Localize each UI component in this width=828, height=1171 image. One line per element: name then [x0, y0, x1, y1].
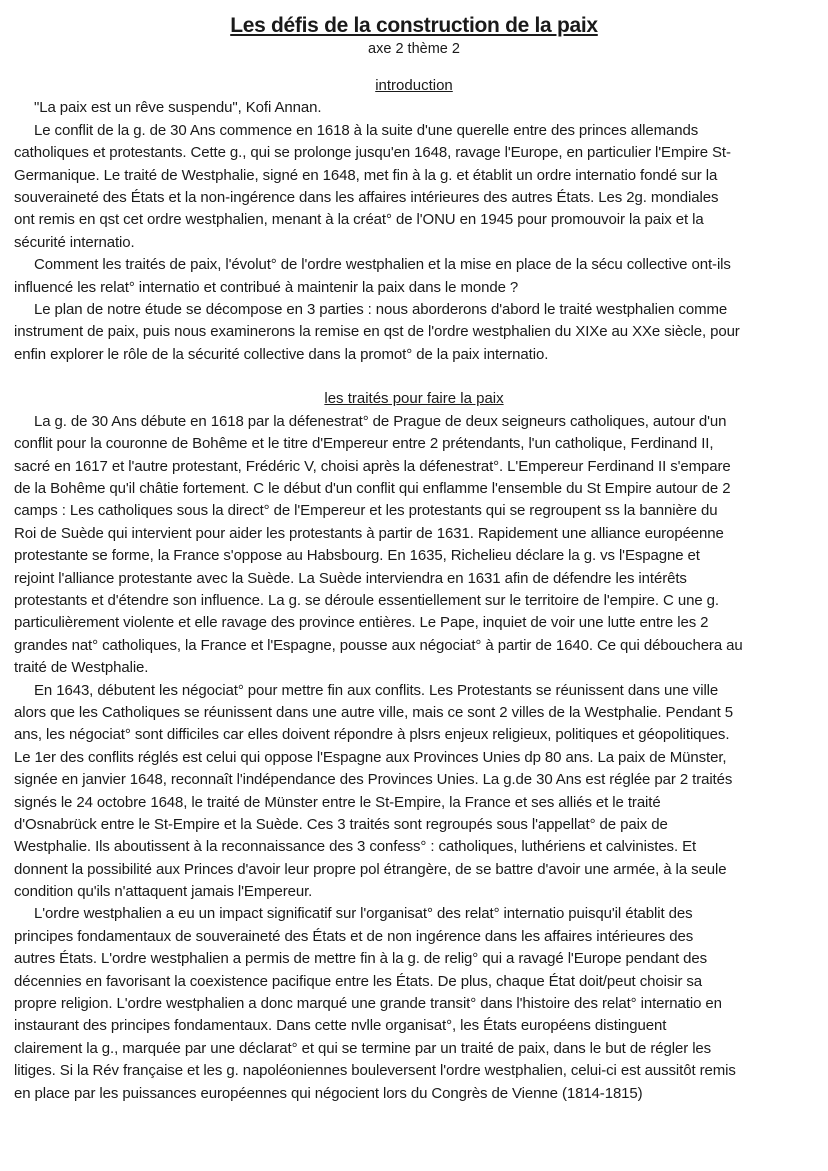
paragraph-line: L'ordre westphalien a eu un impact significatif sur l'organisat° des relat° internatio puisqu'il établit des [34, 905, 693, 923]
document-subtitle: axe 2 thème 2 [368, 41, 460, 57]
paragraph [14, 120, 820, 254]
paragraph-line: Westphalie. Ils aboutissent à la reconnaissance des 3 confess° : catholiques, luthériens et calvinistes. Et [14, 838, 697, 856]
paragraph-line: Le 1er des conflits réglés est celui qui oppose l'Espagne aux Provinces Unies dp 80 ans. La paix de Münster, [14, 748, 727, 766]
paragraph-line: autres États. L'ordre westphalien a permis de mettre fin à la g. de relig° qui a ravagé l'Europe pendant des [14, 950, 707, 968]
paragraph-line: en place par les puissances européennes qui négocient lors du Congrès de Vienne (1814-1815) [14, 1084, 643, 1102]
paragraph-line: d'Osnabrück entre le St-Empire et la Suède. Ces 3 traités sont regroupés sous l'appellat° de paix de [14, 815, 668, 833]
paragraph-line: Roi de Suède qui intervient pour aider les protestants à partir de 1631. Rapidement une alliance européenne [14, 524, 724, 542]
paragraph-line: Germanique. Le traité de Westphalie, signé en 1648, met fin à la g. et établit un ordre internatio fondé sur la [14, 166, 718, 184]
paragraph [14, 680, 820, 904]
paragraph-line: Comment les traités de paix, l'évolut° de l'ordre westphalien et la mise en place de la sécu collective ont-ils [34, 256, 731, 274]
paragraph-line: particulièrement violente et elle ravage des province entières. Le Pape, inquiet de voir une lutte entre les 2 [14, 614, 709, 632]
paragraph-line: alors que les Catholiques se réunissent dans une autre ville, mais ce sont 2 villes de la Westphalie. Pendant 5 [14, 703, 734, 721]
paragraph-line: sacré en 1617 et l'autre protestant, Frédéric V, choisi après la défenestrat°. L'Empereur Ferdinand II s'empare [14, 457, 731, 475]
paragraph-line: litiges. Si la Rév française et les g. napoléoniennes bouleversent l'ordre westphalien, celui-ci est aussitôt remis [14, 1062, 736, 1080]
paragraph-line: de la Bohême qu'il châtie fortement. C le début d'un conflit qui enflamme l'ensemble du St Empire autour de 2 [14, 480, 731, 498]
paragraph-line: En 1643, débutent les négociat° pour mettre fin aux conflits. Les Protestants se réunissent dans une ville [34, 681, 719, 699]
paragraph-line: La g. de 30 Ans débute en 1618 par la défenestrat° de Prague de deux seigneurs catholiques, autour d'un [34, 412, 727, 430]
paragraph-line: traité de Westphalie. [14, 659, 149, 677]
paragraph-line: principes fondamentaux de souveraineté des États et de non ingérence dans les affaires intérieures des [14, 927, 694, 945]
paragraph-line: instaurant des principes fondamentaux. Dans cette nvlle organisat°, les États européens distinguent [14, 1017, 667, 1035]
paragraph-line: rejoint l'alliance protestante avec la Suède. La Suède interviendra en 1631 afin de défendre les intérêts [14, 569, 687, 587]
paragraph [14, 411, 820, 680]
paragraph-line: sécurité internatio. [14, 233, 135, 251]
paragraph-line: catholiques et protestants. Cette g., qui se prolonge jusqu'en 1648, ravage l'Europe, en particulier l'Empire St- [14, 144, 731, 162]
paragraph-line: donnent la possibilité aux Princes d'avoir leur propre pol étrangère, de se battre d'avoir une armée, à la seule [14, 860, 727, 878]
paragraph-line: clairement la g., marquée par une déclarat° et qui se termine par un traité de paix, dans le but de régler les [14, 1039, 712, 1057]
paragraph-line: protestants et d'étendre son influence. La g. se déroule essentiellement sur le territoire de l'empire. C une g. [14, 591, 719, 609]
paragraph-line: signée en janvier 1648, reconnaît l'indépendance des Provinces Unies. La g.de 30 Ans est réglée par 2 traités [14, 771, 733, 789]
paragraph-line: décennies en favorisant la coexistence pacifique entre les États. De plus, chaque État doit/peut choisir sa [14, 972, 703, 990]
paragraph-line: ans, les négociat° sont difficiles car elles doivent répondre à plsrs enjeux religieux, politiques et géopolitiques. [14, 726, 730, 744]
section-heading: les traités pour faire la paix [324, 390, 504, 408]
document-body [14, 75, 820, 1105]
paragraph-line: enfin explorer le rôle de la sécurité collective dans la promot° de la paix internatio. [14, 345, 549, 363]
section-spacer [14, 366, 820, 388]
paragraph-line: souveraineté des États et la non-ingérence dans les affaires intérieures des autres États. Les 2g. mondiales [14, 188, 719, 206]
paragraph-line: propre religion. L'ordre westphalien a donc marqué une grande transit° dans l'histoire des relat° internatio en [14, 995, 722, 1013]
paragraph-line: condition qu'ils n'attaquent jamais l'Empereur. [14, 883, 313, 901]
paragraph-line: influencé les relat° internatio et contribué à maintenir la paix dans le monde ? [14, 278, 519, 296]
paragraph-line: Le plan de notre étude se décompose en 3 parties : nous aborderons d'abord le traité westphalien comme [34, 300, 728, 318]
paragraph-line: grandes nat° catholiques, la France et l'Espagne, pousse aux négociat° à partir de 1640. Ce qui débouchera au [14, 636, 743, 654]
paragraph-line: conflit pour la couronne de Bohême et le titre d'Empereur entre 2 prétendants, l'un catholique, Ferdinand II, [14, 435, 714, 453]
paragraph [14, 254, 820, 299]
paragraph-line: instrument de paix, puis nous examinerons la remise en qst de l'ordre westphalien du XIXe au XXe siècle, pour [14, 323, 740, 341]
paragraph [14, 299, 820, 366]
section-heading: introduction [375, 77, 453, 94]
paragraph [14, 97, 820, 119]
paragraph-line: camps : Les catholiques sous la direct° de l'Empereur et les protestants qui se regroupent ss la bannière du [14, 502, 718, 520]
paragraph-line: "La paix est un rêve suspendu", Kofi Annan. [34, 99, 322, 117]
paragraph-line: signés le 24 octobre 1648, le traité de Münster entre le St-Empire, la France et ses alliés et le traité [14, 793, 661, 811]
paragraph-line: ont remis en qst cet ordre westphalien, menant à la créat° de l'ONU en 1945 pour promouvoir la paix et la [14, 211, 704, 229]
paragraph-line: protestante se forme, la France s'oppose au Habsbourg. En 1635, Richelieu déclare la g. vs l'Espagne et [14, 547, 700, 565]
document-title: Les défis de la construction de la paix [230, 14, 598, 37]
paragraph-line: Le conflit de la g. de 30 Ans commence en 1618 à la suite d'une querelle entre des princes allemands [34, 121, 699, 139]
paragraph [14, 903, 820, 1105]
